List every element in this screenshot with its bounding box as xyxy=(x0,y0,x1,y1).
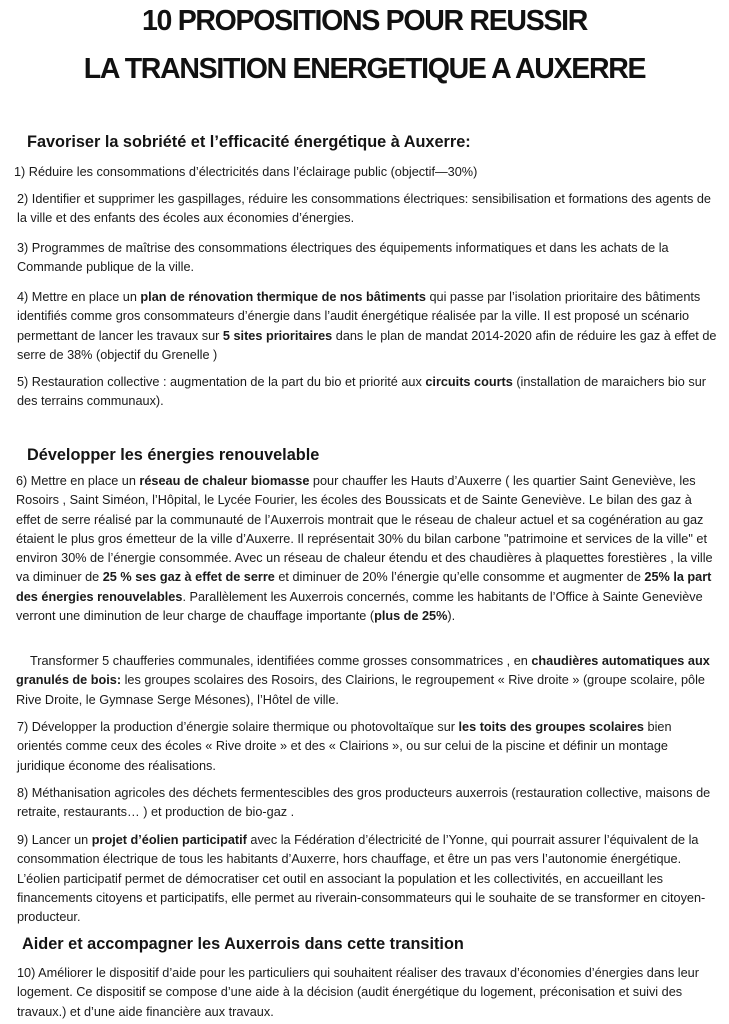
text-run: 4) Mettre en place un xyxy=(17,290,141,304)
bold-text-run: 25 % ses gaz à effet de serre xyxy=(102,570,275,585)
section-heading-renouvelables: Développer les énergies renouvelable xyxy=(27,446,320,464)
proposition-9 xyxy=(17,831,719,927)
text-run: qui passe par l’isolation prioritaire des bâtiments identifiés comme gros consommateurs d’énergie dans l’audit énergétique réalisée par la ville. Il est proposé un scénario permettant de lancer les travaux sur xyxy=(17,290,701,343)
text-run: bien orientés comme ceux des écoles « Rive droite » et des « Clairions », ou sur celui de la piscine et définir un montage juridique économe des réalisations. xyxy=(17,720,672,773)
text-run: dans le plan de mandat 2014-2020 afin de réduire les gaz à effet de serre de 38% (objectif du Grenelle ) xyxy=(17,328,717,362)
text-run: 8) Méthanisation agricoles des déchets fermentescibles des gros producteurs auxerrois (restauration collective, maisons de retraite, restaurants… ) et production de bio-gaz . xyxy=(17,786,711,820)
text-run: pour chauffer les Hauts d’Auxerre ( les quartier Saint Geneviève, les Rosoirs , Saint Siméon, l’Hôpital, le Lycée Fourier, les écoles des Boussicats et de Sainte Geneviève. Le bilan des gaz à effet de serre réalisé par la communauté de l’Auxerrois montrait que le réseau de chaleur actuel et sa cogénération au gaz étaient le plus gros émetteur de la ville d’Auxerre. Il représentait 30% du bilan carbone "patrimoine et services de la ville" et environ 30% de l’énergie consommée. Avec un réseau de chaleur étendu et des chaudières à plaquettes forestières , la ville va diminuer de xyxy=(16,474,713,585)
bold-text-run: circuits courts xyxy=(425,375,513,389)
bold-text-run: réseau de chaleur biomasse xyxy=(139,474,310,488)
proposition-3 xyxy=(17,239,719,278)
proposition-10 xyxy=(17,964,719,1022)
proposition-6 xyxy=(16,472,718,626)
proposition-2 xyxy=(17,190,719,229)
text-run: ). xyxy=(447,609,456,624)
proposition-8 xyxy=(17,784,719,823)
text-run: 9) Lancer un xyxy=(17,833,92,847)
proposition-5 xyxy=(17,373,719,412)
bold-text-run: projet d’éolien participatif xyxy=(91,833,247,847)
proposition-6-chaufferies xyxy=(16,652,718,710)
text-run: et diminuer de 20% l’énergie qu’elle consomme et augmenter de xyxy=(274,570,645,585)
text-run: 3) Programmes de maîtrise des consommations électriques des équipements informatiques et dans les achats de la Commande publique de la ville. xyxy=(17,241,669,275)
bold-text-run: plus de 25% xyxy=(374,609,448,624)
section-heading-accompagner: Aider et accompagner les Auxerrois dans cette transition xyxy=(22,935,464,953)
bold-text-run: 5 sites prioritaires xyxy=(222,328,333,343)
section-heading-sobriete: Favoriser la sobriété et l’efficacité énergétique à Auxerre: xyxy=(27,133,471,151)
text-run: avec la Fédération d’électricité de l’Yonne, qui pourrait assurer l’équivalent de la consommation électrique de tous les habitants d’Auxerre, hors chauffage, et être un pas vers l’autonomie énergétique. L’éolien participatif permet de démocratiser cet outil en associant la population et les collectivités, en accueillant les financements citoyens et participatifs, elle permet au riverain-consommateurs qui le souhaite de se transformer en citoyen-producteur. xyxy=(17,833,706,925)
title-line-1: 10 PROPOSITIONS POUR REUSSIR xyxy=(141,5,588,37)
title-line-2: LA TRANSITION ENERGETIQUE A AUXERRE xyxy=(83,53,646,85)
text-run: 1) Réduire les consommations d’électricités dans l’éclairage public (objectif—30%) xyxy=(14,165,478,179)
text-run: 6) Mettre en place un xyxy=(16,474,140,488)
bold-text-run: chaudières automatiques aux granulés de bois: xyxy=(16,654,710,688)
text-run: 7) Développer la production d’énergie solaire thermique ou photovoltaïque sur xyxy=(17,720,459,734)
bold-text-run: plan de rénovation thermique de nos bâtiments xyxy=(140,290,426,304)
proposition-1 xyxy=(14,163,716,182)
text-run: (installation de maraichers bio sur des terrains communaux). xyxy=(17,375,707,409)
text-run: 2) Identifier et supprimer les gaspillages, réduire les consommations électriques: sensibilisation et formations des agents de la ville et des enfants des écoles aux économies d’énergies. xyxy=(17,192,711,226)
text-run: Transformer 5 chaufferies communales, identifiées comme grosses consommatrices , en xyxy=(30,654,532,668)
proposition-7 xyxy=(17,718,719,776)
bold-text-run: les toits des groupes scolaires xyxy=(458,720,644,734)
text-run: . Parallèlement les Auxerrois concernés, comme les habitants de l’Office à Sainte Geneviève verront une diminution de leur charge de chauffage importante ( xyxy=(16,589,703,624)
bold-text-run: 25% la part des énergies renouvelables xyxy=(16,570,712,604)
text-run: 5) Restauration collective : augmentation de la part du bio et priorité aux xyxy=(17,375,426,389)
text-run: 10) Améliorer le dispositif d’aide pour les particuliers qui souhaitent réaliser des travaux d’économies d’énergies dans leur logement. Ce dispositif se compose d’une aide à la décision (audit énergétique du logement, préconisation et suivi des travaux.) et d’une aide financière aux travaux. xyxy=(17,966,699,1019)
text-run: les groupes scolaires des Rosoirs, des Clairions, le regroupement « Rive droite » (groupe scolaire, pôle Rive Droite, le Gymnase Serge Mésones), l’Hôtel de ville. xyxy=(16,673,705,707)
proposition-4 xyxy=(17,288,719,365)
